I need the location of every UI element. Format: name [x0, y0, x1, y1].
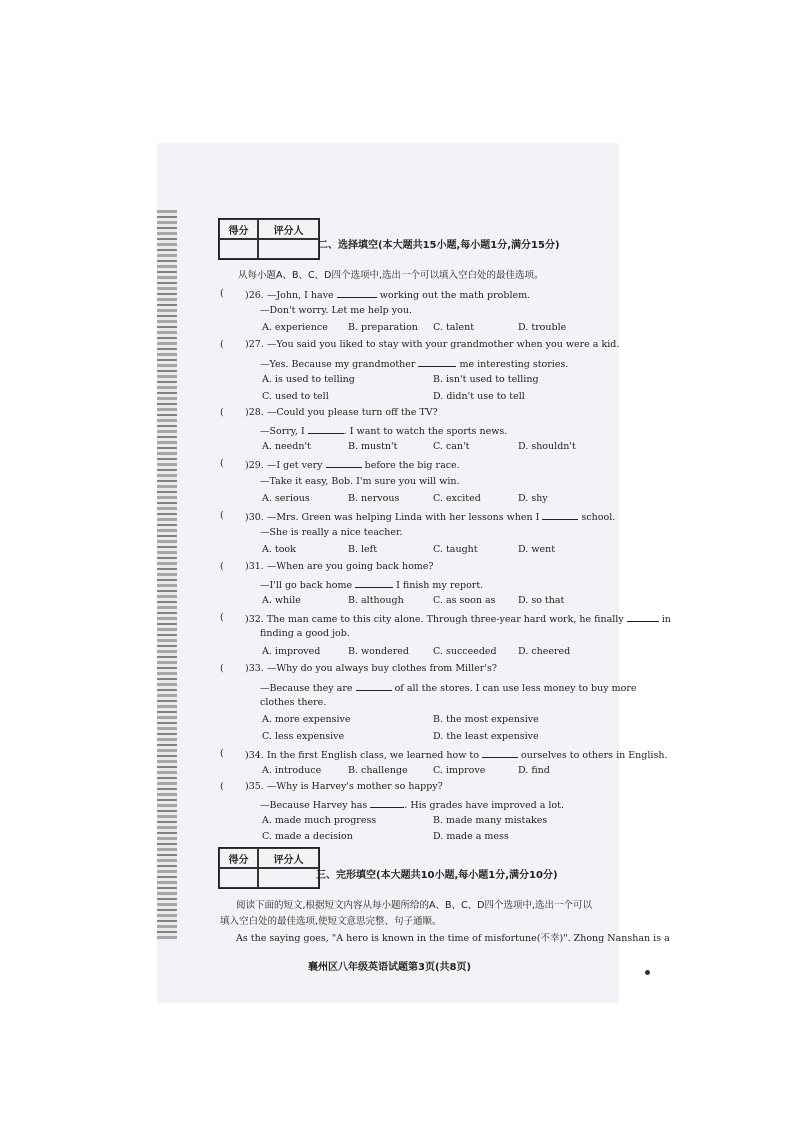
q27-line2: —Yes. Because my grandmother me interesting stories. — [260, 359, 569, 370]
bracket: ( — [220, 663, 224, 674]
bracket: ( — [220, 407, 224, 418]
q27-option-d: D. didn't use to tell — [433, 391, 525, 402]
binding-edge — [157, 210, 177, 940]
q35-option-d: D. made a mess — [433, 831, 509, 842]
bracket: ( — [220, 339, 224, 350]
q29-line2: —Take it easy, Bob. I'm sure you will win. — [260, 476, 460, 487]
q29-option-a: A. serious — [262, 493, 310, 504]
q28-option-b: B. mustn't — [348, 441, 398, 452]
q33-option-c: C. less expensive — [262, 731, 345, 742]
q34-stem: )34. In the first English class, we learned how to ourselves to others in English. — [245, 750, 668, 761]
q32-line2: finding a good job. — [260, 628, 350, 639]
q34-option-b: B. challenge — [348, 765, 408, 776]
score-box-section2 — [218, 218, 320, 260]
q26-option-a: A. experience — [262, 322, 328, 333]
section3-instruction-2: 填入空白处的最佳选项,使短文意思完整、句子通顺。 — [220, 916, 442, 927]
q32-option-b: B. wondered — [348, 646, 409, 657]
q32-option-a: A. improved — [262, 646, 321, 657]
q31-option-b: B. although — [348, 595, 404, 606]
bracket: ( — [220, 781, 224, 792]
q27-option-b: B. isn't used to telling — [433, 374, 539, 385]
q32-option-c: C. succeeded — [433, 646, 497, 657]
q33-line3: clothes there. — [260, 697, 327, 708]
q33-line2: —Because they are of all the stores. I can use less money to buy more — [260, 683, 637, 694]
q29-option-d: D. shy — [518, 493, 548, 504]
q26-option-c: C. talent — [433, 322, 475, 333]
q35-option-b: B. made many mistakes — [433, 815, 548, 826]
q32-option-d: D. cheered — [518, 646, 571, 657]
passage-line-1: As the saying goes, "A hero is known in the time of misfortune(不幸)". Zhong Nanshan is a — [236, 933, 670, 944]
q33-option-b: B. the most expensive — [433, 714, 539, 725]
q35-option-c: C. made a decision — [262, 831, 353, 842]
q26-stem: )26. —John, I have working out the math problem. — [245, 290, 531, 301]
q31-option-d: D. so that — [518, 595, 565, 606]
bracket: ( — [220, 561, 224, 572]
q26-line2: —Don't worry. Let me help you. — [260, 305, 413, 316]
q30-stem: )30. —Mrs. Green was helping Linda with her lessons when I school. — [245, 512, 616, 523]
bracket: ( — [220, 510, 224, 521]
q29-option-b: B. nervous — [348, 493, 400, 504]
q28-line2: —Sorry, I . I want to watch the sports news. — [260, 426, 508, 437]
bracket: ( — [220, 748, 224, 759]
page-footer: 襄州区八年级英语试题第3页(共8页) — [308, 962, 472, 973]
score-cell — [219, 239, 258, 259]
score-label: 得分 — [219, 848, 258, 868]
q35-option-a: A. made much progress — [262, 815, 377, 826]
q30-option-b: B. left — [348, 544, 378, 555]
q31-line2: —I'll go back home I finish my report. — [260, 580, 484, 591]
q28-option-a: A. needn't — [262, 441, 311, 452]
grader-label: 评分人 — [258, 219, 319, 239]
q27-option-c: C. used to tell — [262, 391, 329, 402]
q27-stem: )27. —You said you liked to stay with your grandmother when you were a kid. — [245, 339, 620, 350]
q30-option-c: C. taught — [433, 544, 478, 555]
grader-label: 评分人 — [258, 848, 319, 868]
section3-instruction-1: 阅读下面的短文,根据短文内容从每小题所给的A、B、C、D四个选项中,选出一个可以 — [236, 900, 593, 911]
q29-option-c: C. excited — [433, 493, 481, 504]
q34-option-a: A. introduce — [262, 765, 322, 776]
bracket: ( — [220, 612, 224, 623]
q30-line2: —She is really a nice teacher. — [260, 527, 403, 538]
score-label: 得分 — [219, 219, 258, 239]
q35-stem: )35. —Why is Harvey's mother so happy? — [245, 781, 443, 792]
score-cell — [219, 868, 258, 888]
q35-line2: —Because Harvey has . His grades have improved a lot. — [260, 800, 564, 811]
q34-option-c: C. improve — [433, 765, 486, 776]
q31-stem: )31. —When are you going back home? — [245, 561, 434, 572]
scan-speck — [645, 970, 650, 975]
q33-stem: )33. —Why do you always buy clothes from Miller's? — [245, 663, 497, 674]
q30-option-d: D. went — [518, 544, 556, 555]
q28-option-d: D. shouldn't — [518, 441, 576, 452]
q28-stem: )28. —Could you please turn off the TV? — [245, 407, 438, 418]
q32-stem: )32. The man came to this city alone. Through three-year hard work, he finally in — [245, 614, 671, 625]
grader-cell — [258, 868, 319, 888]
q26-option-b: B. preparation — [348, 322, 418, 333]
q31-option-c: C. as soon as — [433, 595, 496, 606]
q31-option-a: A. while — [262, 595, 301, 606]
section2-instruction: 从每小题A、B、C、D四个选项中,选出一个可以填入空白处的最佳选项。 — [238, 270, 544, 281]
section2-title: 二、选择填空(本大题共15小题,每小题1分,满分15分) — [318, 240, 560, 251]
bracket: ( — [220, 288, 224, 299]
grader-cell — [258, 239, 319, 259]
q33-option-a: A. more expensive — [262, 714, 351, 725]
q30-option-a: A. took — [262, 544, 296, 555]
q34-option-d: D. find — [518, 765, 550, 776]
q33-option-d: D. the least expensive — [433, 731, 539, 742]
bracket: ( — [220, 458, 224, 469]
score-box-section3 — [218, 847, 320, 889]
q28-option-c: C. can't — [433, 441, 470, 452]
q27-option-a: A. is used to telling — [262, 374, 355, 385]
q29-stem: )29. —I get very before the big race. — [245, 460, 460, 471]
section3-title: 三、完形填空(本大题共10小题,每小题1分,满分10分) — [316, 870, 558, 881]
q26-option-d: D. trouble — [518, 322, 567, 333]
